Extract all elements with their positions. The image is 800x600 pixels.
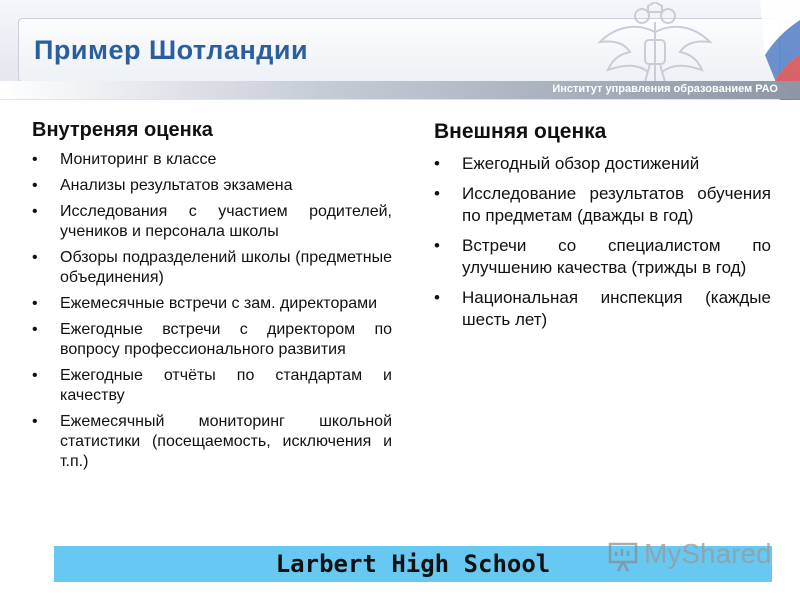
list-item-text: Ежегодные отчёты по стандартам и качеству [60,367,392,404]
bullet-icon: • [434,154,440,173]
bullet-icon: • [32,321,38,338]
list-item [32,150,392,170]
list-item-text: Исследование результатов обучения по предметам (дважды в год) [462,183,771,225]
list-item [32,294,392,314]
bullet-icon: • [434,287,440,307]
myshared-watermark [606,536,776,576]
bullet-icon: • [32,249,38,266]
bullet-icon: • [434,235,440,255]
external-assessment-column [434,120,771,339]
external-assessment-list [434,153,771,332]
list-item [434,287,771,332]
list-item [32,412,392,472]
bullet-icon: • [32,367,38,384]
bullet-icon: • [32,177,38,194]
bullet-icon: • [32,203,38,220]
list-item-text: Мониторинг в классе [60,151,217,168]
internal-assessment-list [32,150,392,472]
school-name: Larbert High School [275,550,551,578]
slide-header [0,0,800,100]
list-item [434,235,771,280]
bullet-icon: • [32,151,38,168]
list-item [434,153,771,176]
watermark-text: MyShared [644,538,772,569]
list-item [434,183,771,228]
list-item [32,202,392,242]
internal-assessment-column [32,118,392,478]
list-item-text: Обзоры подразделений школы (предметные объединения) [60,249,392,286]
list-item [32,176,392,196]
external-assessment-heading: Внешняя оценка [434,120,607,143]
presentation-board-icon [606,538,642,574]
list-item [32,366,392,406]
list-item-text: Анализы результатов экзамена [60,177,293,194]
list-item-text: Ежегодный обзор достижений [462,154,700,173]
list-item-text: Ежегодные встречи с директором по вопросу профессионального развития [60,321,392,358]
internal-assessment-heading: Внутреняя оценка [32,119,213,141]
list-item-text: Национальная инспекция (каждые шесть лет) [462,287,771,329]
bullet-icon: • [32,295,38,312]
list-item [32,248,392,288]
bullet-icon: • [32,413,38,430]
bullet-icon: • [434,183,440,203]
page-title: Пример Шотландии [34,35,309,65]
institute-label: Институт управления образованием РАО [552,83,778,95]
list-item [32,320,392,360]
list-item-text: Ежемесячный мониторинг школьной статистики (посещаемость, исключения и т.п.) [60,413,392,470]
list-item-text: Ежемесячные встречи с зам. директорами [60,295,378,312]
list-item-text: Исследования с участием родителей, учеников и персонала школы [60,203,392,240]
list-item-text: Встречи со специалистом по улучшению качества (трижды в год) [462,235,771,277]
